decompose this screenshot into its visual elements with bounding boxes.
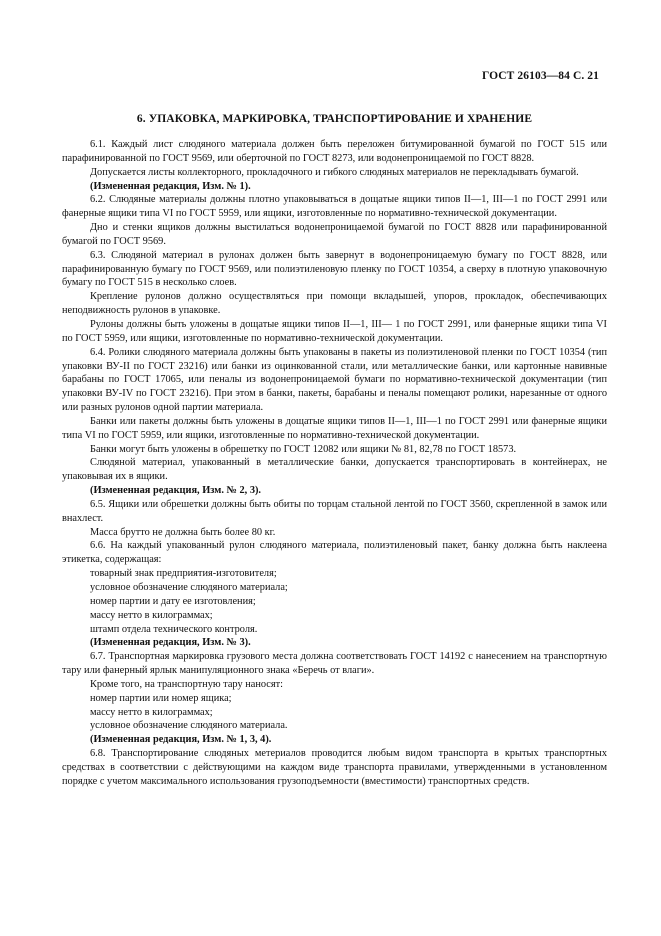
label-list-item: товарный знак предприятия-изготовителя; bbox=[90, 568, 277, 580]
section-title: 6. УПАКОВКА, МАРКИРОВКА, ТРАНСПОРТИРОВАНИЕ И ХРАНЕНИЕ bbox=[136, 113, 533, 125]
section-body bbox=[62, 138, 607, 789]
paragraph: 6.8. Транспортирование слюдяных метериалов проводится любым видом транспорта в крытых транспортных средствах в соответствии с действующими на каждом виде транспорта правилами, утвержденными в установленном порядке с учетом максимального использования грузоподъемности (вместимости) транспортных средств. bbox=[62, 748, 607, 787]
amendment-note: (Измененная редакция, Изм. № 3). bbox=[90, 637, 251, 649]
paragraph: Крепление рулонов должно осуществляться при помощи вкладышей, упоров, прокладок, обеспечивающих неподвижность рулонов в упаковке. bbox=[62, 291, 607, 317]
paragraph: 6.2. Слюдяные материалы должны плотно упаковываться в дощатые ящики типов II—1, III—1 по ГОСТ 2991 или фанерные ящики типа VI по ГОСТ 5959, или ящики, изготовленные по нормативно-технической документации. bbox=[62, 194, 607, 220]
marking-list-item: номер партии или номер ящика; bbox=[90, 692, 232, 704]
amendment-note: (Измененная редакция, Изм. № 2, 3). bbox=[90, 485, 262, 497]
page-header: ГОСТ 26103—84 С. 21 bbox=[481, 70, 599, 82]
paragraph: Банки или пакеты должны быть уложены в дощатые ящики типов II—1, III—1 по ГОСТ 2991 или фанерные ящики типа VI по ГОСТ 5959, или ящики, изготовленные по нормативно-технической документации. bbox=[62, 415, 607, 441]
paragraph: 6.5. Ящики или обрешетки должны быть обиты по торцам стальной лентой по ГОСТ 3560, скрепленной в замок или внахлест. bbox=[62, 498, 607, 524]
paragraph: 6.4. Ролики слюдяного материала должны быть упакованы в пакеты из полиэтиленовой пленки по ГОСТ 10354 (тип упаковки ВУ-II по ГОСТ 23216) или банки из оцинкованной стали, или металлические банки, или картонные навивные барабаны по ГОСТ 17065, или пеналы из водонепроницаемой бумаги по нормативно-технической документации (тип упаковки ВУ-IV по ГОСТ 23216). При этом в банки, пакеты, барабаны и пеналы помещают ролики, нарезанные от одного или разных рулонов одной партии материала. bbox=[62, 346, 607, 414]
label-list-item: штамп отдела технического контроля. bbox=[90, 623, 258, 635]
label-list-item: массу нетто в килограммах; bbox=[90, 609, 213, 621]
amendment-note: (Измененная редакция, Изм. № 1). bbox=[90, 180, 251, 192]
paragraph: 6.6. На каждый упакованный рулон слюдяного материала, полиэтиленовый пакет, банку должна быть наклеена этикетка, содержащая: bbox=[62, 540, 607, 566]
label-list-item: номер партии и дату ее изготовления; bbox=[90, 595, 256, 607]
marking-list-item: массу нетто в килограммах; bbox=[90, 706, 213, 718]
marking-list-item: условное обозначение слюдяного материала. bbox=[90, 720, 288, 732]
label-list-item: условное обозначение слюдяного материала; bbox=[90, 582, 288, 593]
paragraph: 6.7. Транспортная маркировка грузового места должна соответствовать ГОСТ 14192 с нанесением на транспортную тару или фанерный ярлык манипуляционного знака «Беречь от влаги». bbox=[62, 651, 607, 677]
paragraph: Допускается листы коллекторного, прокладочного и гибкого слюдяных материалов не перекладывать бумагой. bbox=[90, 166, 579, 178]
paragraph: Дно и стенки ящиков должны выстилаться водонепроницаемой бумагой по ГОСТ 8828 или парафинированной бумагой по ГОСТ 9569. bbox=[62, 222, 607, 247]
paragraph: Банки могут быть уложены в обрешетку по ГОСТ 12082 или ящики № 81, 82,78 по ГОСТ 18573. bbox=[90, 443, 517, 455]
paragraph: 6.1. Каждый лист слюдяного материала должен быть переложен битумированной бумагой по ГОСТ 515 или парафинированной по ГОСТ 9569, или оберточной по ГОСТ 8273, или водонепроницаемой по ГОСТ 8828. bbox=[62, 139, 607, 164]
paragraph: Слюдяной материал, упакованный в металлические банки, допускается транспортировать в контейнерах, не упаковывая их в ящики. bbox=[62, 457, 607, 483]
paragraph: 6.3. Слюдяной материал в рулонах должен быть завернут в водонепроницаемую бумагу по ГОСТ 8828, или парафинированную бумагу по ГОСТ 9569, или полиэтиленовую пленку по ГОСТ 10354, а сверху в плотную упаковочную бумагу по ГОСТ 515 в несколько слоев. bbox=[62, 249, 607, 289]
paragraph: Кроме того, на транспортную тару наносят: bbox=[90, 678, 284, 690]
paragraph: Масса брутто не должна быть более 80 кг. bbox=[90, 526, 276, 538]
paragraph: Рулоны должны быть уложены в дощатые ящики типов II—1, III— 1 по ГОСТ 2991, или фанерные ящики типа VI по ГОСТ 5959, или ящики, изготовленные по нормативно-технической документации. bbox=[62, 318, 607, 344]
amendment-note: (Измененная редакция, Изм. № 1, 3, 4). bbox=[90, 734, 272, 746]
